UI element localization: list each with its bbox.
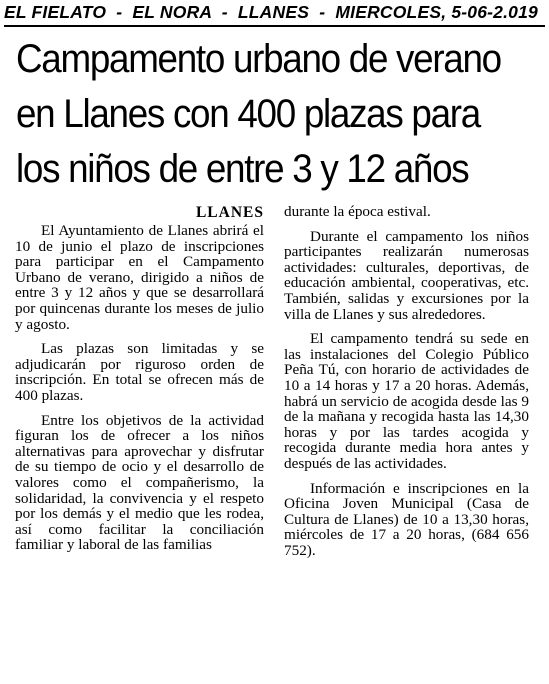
paragraph: Entre los objetivos de la actividad figuran los de ofrecer a los niños alternativas para aprovechar y disfrutar de su tiempo de ocio y el desarrollo de valores como el compañerismo, la solidaridad, la convivencia y el respeto por los demás y el medio que les rodea, así como facilitar la conciliación familiar y laboral de las familias (15, 411, 264, 554)
paragraph: El campamento tendrá su sede en las instalaciones del Colegio Público Peña Tú, con horario de actividades de 10 a 14 horas y 17 a 20 horas. Además, habrá un servicio de acogida desde las 9 de la mañana y recogida hasta las 14,30 horas y por las tardes acogida y recogida durante media hora antes y después de las actividades. (284, 330, 529, 472)
headline (16, 32, 504, 197)
byline: LLANES (195, 204, 264, 221)
headline-line-3: los niños de entre 3 y 12 años (16, 147, 469, 191)
paragraph-continuation: durante la época estival. (284, 203, 431, 220)
paragraph: Las plazas son limitadas y se adjudicarán por riguroso orden de inscripción. En total se ofrecen más de 400 plazas. (15, 340, 264, 404)
paragraph: Durante el campamento los niños participantes realizarán numerosas actividades: culturales, deportivas, de educación ambiental, cooperativas, etc. También, salidas y excursiones por la villa de Llanes y sus alrededores. (284, 227, 529, 323)
masthead: EL FIELATO - EL NORA - LLANES - MIERCOLES, 5-06-2.019 (4, 2, 538, 22)
paragraph: El Ayuntamiento de Llanes abrirá el 10 de junio el plazo de inscripciones para participar en el Campamento Urbano de verano, dirigido a niños de entre 3 y 12 años y que se desarrollará por quincenas durante los meses de julio y agosto. (15, 222, 264, 333)
article-column-right (284, 204, 529, 567)
paragraph: Información e inscripciones en la Oficina Joven Municipal (Casa de Cultura de Llanes) de 10 a 13,30 horas, miércoles de 17 a 20 horas, (684 656 752). (284, 479, 529, 559)
headline-line-1: Campamento urbano de verano (16, 37, 501, 81)
article-column-left (15, 204, 264, 562)
masthead-divider (4, 25, 545, 27)
headline-line-2: en Llanes con 400 plazas para (16, 92, 480, 136)
